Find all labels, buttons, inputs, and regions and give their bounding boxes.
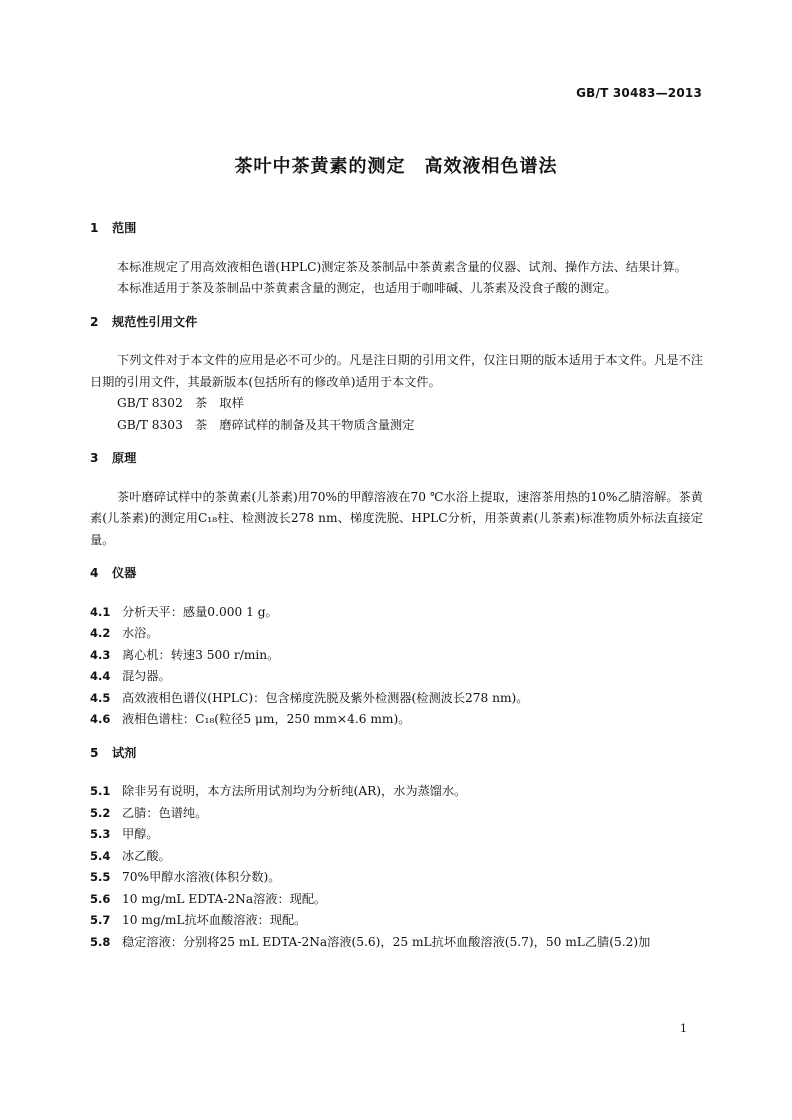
item-text: 甲醇。: [122, 827, 159, 841]
item-text: 稳定溶液：分别将25 mL EDTA-2Na溶液(5.6)，25 mL抗坏血酸溶液(5.7)，50 mL乙腈(5.2)加: [122, 934, 651, 949]
list-item: [90, 666, 703, 688]
list-item: [90, 932, 703, 954]
item-number: 4.5: [90, 690, 111, 705]
item-text: 乙腈：色谱纯。: [122, 805, 208, 820]
list-item: [90, 846, 703, 868]
section-3-paragraph-1: 茶叶磨碎试样中的茶黄素(儿茶素)用70%的甲醇溶液在70 ℃水浴上提取，速溶茶用热的10%乙腈溶解。茶黄素(儿茶素)的测定用C₁₈柱、检测波长278 nm、梯度洗脱、HPLC分析，用茶黄素(儿茶素)标准物质外标法直接定量。: [90, 489, 703, 547]
list-item: [90, 602, 703, 624]
item-number: 5.5: [90, 870, 111, 884]
item-number: 4.1: [90, 604, 111, 619]
list-item: [90, 709, 703, 731]
section-2-paragraph-1: 下列文件对于本文件的应用是必不可少的。凡是注日期的引用文件，仅注日期的版本适用于本文件。凡是不注日期的引用文件，其最新版本(包括所有的修改单)适用于本文件。: [90, 353, 703, 389]
item-number: 5.2: [90, 805, 111, 820]
item-number: 5.7: [90, 913, 111, 927]
item-text: 70%甲醇水溶液(体积分数)。: [122, 870, 281, 884]
list-item: [90, 781, 703, 803]
list-item: [90, 824, 703, 846]
item-number: 5.1: [90, 784, 111, 798]
section-1-paragraph-1: 本标准规定了用高效液相色谱(HPLC)测定茶及茶制品中茶黄素含量的仪器、试剂、操作方法、结果计算。: [117, 259, 687, 274]
item-number: 4.2: [90, 626, 111, 640]
item-text: 离心机：转速3 500 r/min。: [122, 647, 280, 662]
item-text: 液相色谱柱：C₁₈(粒径5 μm，250 mm×4.6 mm)。: [122, 712, 411, 726]
list-item: [90, 889, 703, 911]
item-text: 10 mg/mL抗坏血酸溶液：现配。: [122, 913, 307, 927]
page-number: 1: [680, 1022, 687, 1035]
list-item: [90, 910, 703, 932]
reference-gbt-8303: GB/T 8303 茶 磨碎试样的制备及其干物质含量测定: [117, 417, 415, 432]
item-text: 10 mg/mL EDTA-2Na溶液：现配。: [122, 891, 327, 906]
item-number: 5.6: [90, 891, 111, 906]
item-text: 混匀器。: [122, 669, 171, 683]
section-heading-2: 2 规范性引用文件: [90, 314, 198, 329]
document-body: [90, 218, 703, 953]
item-number: 4.4: [90, 669, 111, 683]
list-item: [90, 867, 703, 889]
document-title: 茶叶中茶黄素的测定 高效液相色谱法: [234, 156, 558, 177]
item-number: 5.4: [90, 848, 111, 863]
section-1-paragraph-2: 本标准适用于茶及茶制品中茶黄素含量的测定，也适用于咖啡碱、儿茶素及没食子酸的测定。: [117, 281, 617, 295]
item-number: 5.3: [90, 827, 111, 841]
item-text: 冰乙酸。: [122, 848, 171, 863]
reference-gbt-8302: GB/T 8302 茶 取样: [117, 396, 244, 410]
item-number: 4.6: [90, 712, 111, 726]
section-heading-1: 1 范围: [90, 221, 137, 235]
standard-number: GB/T 30483—2013: [576, 86, 702, 100]
section-heading-4: 4 仪器: [90, 566, 137, 580]
list-item: [90, 645, 703, 667]
section-heading-3: 3 原理: [90, 451, 137, 465]
list-item: [90, 688, 703, 710]
list-item: [90, 803, 703, 825]
item-text: 除非另有说明，本方法所用试剂均为分析纯(AR)，水为蒸馏水。: [122, 784, 467, 798]
item-number: 5.8: [90, 934, 111, 949]
section-heading-5: 5 试剂: [90, 745, 137, 760]
item-number: 4.3: [90, 647, 111, 662]
list-item: [90, 623, 703, 645]
item-text: 水浴。: [122, 626, 159, 640]
item-text: 高效液相色谱仪(HPLC)：包含梯度洗脱及紫外检测器(检测波长278 nm)。: [122, 690, 529, 705]
item-text: 分析天平：感量0.000 1 g。: [122, 604, 278, 619]
